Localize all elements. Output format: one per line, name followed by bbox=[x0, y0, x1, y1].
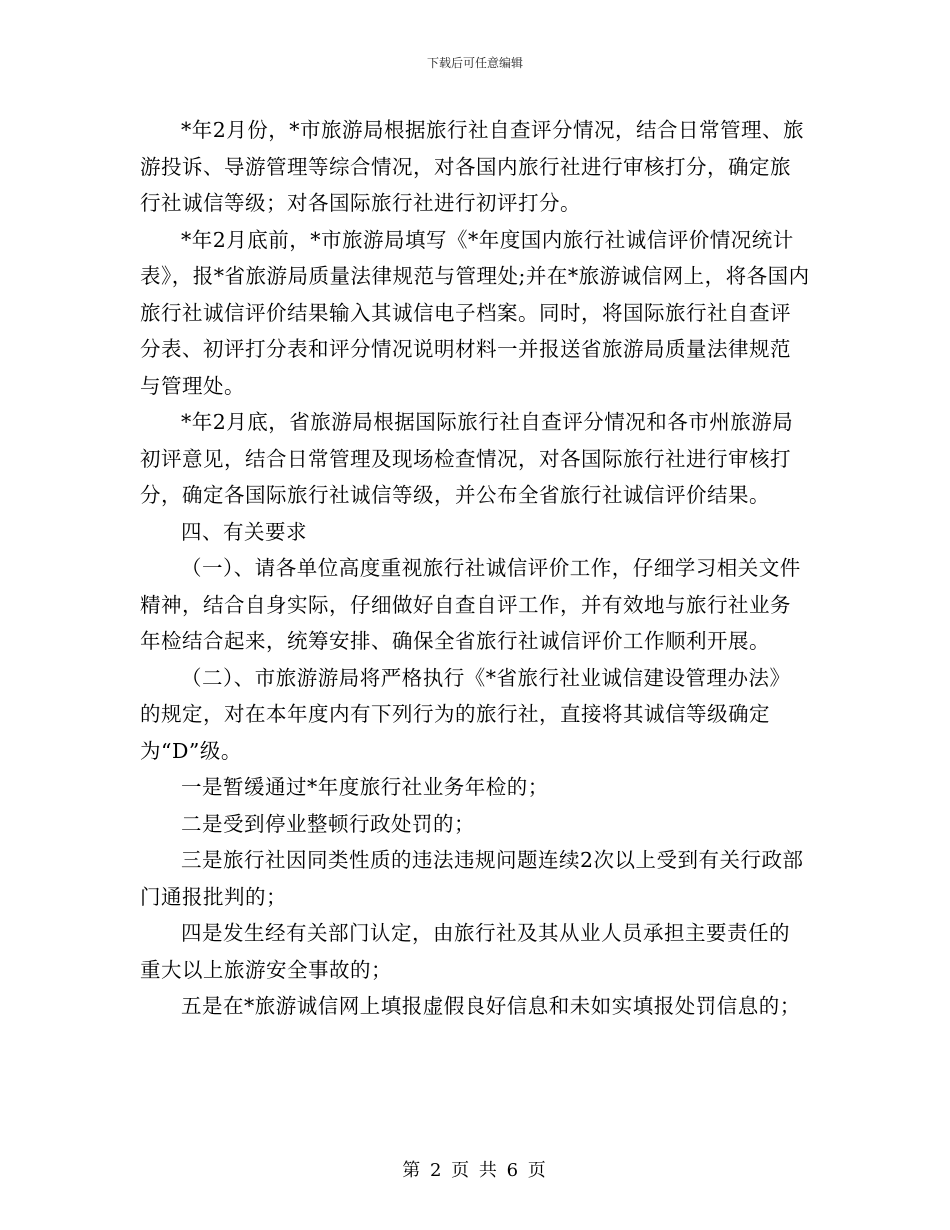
list-item-5: 五是在*旅游诚信网上填报虚假良好信息和未如实填报处罚信息的； bbox=[181, 994, 801, 1018]
list-item-4: 四是发生经有关部门认定，由旅行社及其从业人员承担主要责任的重大以上旅游安全事故的； bbox=[140, 921, 790, 982]
paragraph-3: *年2月底，省旅游局根据国际旅行社自查评分情况和各市州旅游局初评意见，结合日常管理及现场检查情况，对各国际旅行社进行审核打分，确定各国际旅行社诚信等级，并公布全省旅行社诚信评价结果。 bbox=[140, 410, 794, 507]
section-heading: 四、有关要求 bbox=[181, 519, 307, 544]
document-body bbox=[140, 112, 810, 1025]
paragraph-5: （二）、市旅游游局将严格执行《*省旅行社业诚信建设管理办法》的规定，对在本年度内有下列行为的旅行社，直接将其诚信等级确定为“D”级。 bbox=[140, 665, 791, 763]
list-item-2: 二是受到停业整顿行政处罚的； bbox=[181, 811, 475, 836]
page-number: 第 2 页 共 6 页 bbox=[402, 1160, 548, 1181]
list-item-1: 一是暂缓通过*年度旅行社业务年检的； bbox=[181, 775, 549, 799]
page-header: 下载后可任意编辑 bbox=[426, 56, 523, 70]
list-item-3: 三是旅行社因同类性质的违法违规问题连续2次以上受到有关行政部门通报批判的； bbox=[140, 848, 804, 909]
paragraph-4: （一）、请各单位高度重视旅行社诚信评价工作，仔细学习相关文件精神，结合自身实际，仔细做好自查自评工作，并有效地与旅行社业务年检结合起来，统筹安排、确保全省旅行社诚信评价工作顺利开展。 bbox=[140, 556, 801, 653]
paragraph-2: *年2月底前，*市旅游局填写《*年度国内旅行社诚信评价情况统计表》，报*省旅游局质量法律规范与管理处;并在*旅游诚信网上，将各国内旅行社诚信评价结果输入其诚信电子档案。同时，将国际旅行社自查评分表、初评打分表和评分情况说明材料一并报送省旅游局质量法律规范与管理处。 bbox=[140, 227, 810, 398]
paragraph-1: *年2月份，*市旅游局根据旅行社自查评分情况，结合日常管理、旅游投诉、导游管理等综合情况，对各国内旅行社进行审核打分，确定旅行社诚信等级；对各国际旅行社进行初评打分。 bbox=[140, 118, 805, 215]
